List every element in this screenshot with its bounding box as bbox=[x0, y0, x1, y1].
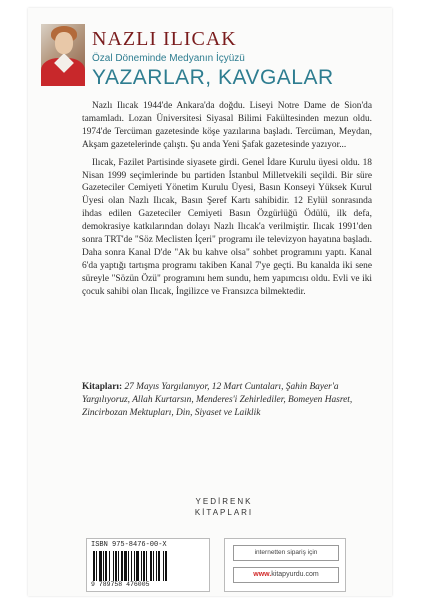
barcode-bar bbox=[141, 551, 142, 581]
barcode-bar bbox=[134, 551, 135, 581]
isbn-barcode bbox=[86, 538, 210, 592]
biography-paragraph: Nazlı Ilıcak 1944'de Ankara'da doğdu. Liseyi Notre Dame de Sion'da tamamladı. Lozan Üniversitesi Siyasal Bilimi Fakültesinden mezun oldu. 1974'de Tercüman gazetesinde köşe yazılarına başladı. Tercüman, Meydan, Akşam gazetelerinde çalıştı. Şu anda Yeni Şafak gazetesinde yazıyor... bbox=[82, 101, 372, 150]
order-text: internetten sipariş için bbox=[233, 545, 339, 561]
author-name: NAZLI ILICAK bbox=[92, 28, 237, 50]
isbn-label: ISBN 975-8476-00-X bbox=[91, 541, 167, 549]
book-back-cover bbox=[28, 8, 392, 596]
barcode-bar bbox=[113, 551, 114, 581]
online-order-box bbox=[224, 538, 346, 592]
book-subtitle: Özal Döneminde Medyanın İçyüzü bbox=[92, 53, 245, 64]
website-prefix: www. bbox=[253, 571, 272, 578]
publisher-line: KİTAPLARI bbox=[194, 508, 254, 517]
books-titles: 27 Mayıs Yargılanıyor, 12 Mart Cuntaları, Şahin Bayer'a Yargılıyoruz, Allah Kurtarsın, Menderes'i Zehirlediler, Bomeyen Hasret, Zincirbozan Mektupları, Din, Siyaset ve Laiklik bbox=[82, 382, 353, 418]
barcode-bar bbox=[124, 551, 127, 581]
barcode-bar bbox=[109, 551, 110, 581]
author-biography bbox=[82, 100, 372, 299]
author-portrait bbox=[41, 24, 85, 86]
barcode-bar bbox=[158, 551, 160, 581]
website-link[interactable] bbox=[233, 567, 339, 583]
barcode-bar bbox=[93, 551, 95, 581]
barcode-digits: 9 789758 476005 bbox=[91, 581, 150, 588]
biography-paragraph: Ilıcak, Fazilet Partisinde siyasete girdi. Genel İdare Kurulu üyesi oldu. 18 Nisan 1999 seçimlerinde bu partiden İstanbul Milletvekili seçildi. Bir süre Gazeteciler Cemiyeti Yönetim Kurulu Üyesi, Basın Konseyi Yüksek Kurul Üyesi olan Nazlı Ilıcak, Basın Şeref Kartı sahibidir. 12 Eylül sonrasında ihdas edilen Gazeteciler Cemiyeti Basın Özgürlüğü Ödülü, ilk defa, demokrasiye katkılarından dolayı Nazlı Ilıcak'a verilmiştir. Ilıcak 1991'den sonra TRT'de "Söz Meclisten İçeri" programı ile televizyon hayatına başladı. Daha sonra Kanal D'de "Ak bu kahve olsa" sohbet programını yaptı. Kanal 6'da yaptığı tartışma programı takiben Kanal 7'ye geçti. Bu kanalda iki sene süreyle "Sözün Özü" programını hem sundu, hem yapımcısı oldu. Evli ve iki çocuk sahibi olan Ilıcak, İngilizce ve Fransızca bilmektedir. bbox=[82, 157, 372, 297]
barcode-icon bbox=[91, 551, 205, 581]
barcode-bar bbox=[96, 551, 97, 581]
barcode-bar bbox=[118, 551, 119, 581]
books-label: Kitapları: bbox=[82, 382, 123, 392]
barcode-bar bbox=[143, 551, 145, 581]
barcode-bar bbox=[121, 551, 123, 581]
barcode-bar bbox=[105, 551, 107, 581]
barcode-bar bbox=[103, 551, 104, 581]
barcode-bar bbox=[99, 551, 102, 581]
barcode-bar bbox=[128, 551, 129, 581]
barcode-bar bbox=[115, 551, 117, 581]
publisher-line: YEDİRENK bbox=[195, 497, 253, 506]
barcode-bar bbox=[165, 551, 167, 581]
barcode-bar bbox=[153, 551, 154, 581]
portrait-face bbox=[55, 32, 73, 54]
barcode-bar bbox=[163, 551, 164, 581]
books-list bbox=[82, 381, 378, 420]
barcode-bar bbox=[131, 551, 132, 581]
barcode-bar bbox=[156, 551, 157, 581]
publisher-logo bbox=[184, 496, 264, 518]
barcode-bar bbox=[146, 551, 147, 581]
barcode-bar bbox=[150, 551, 152, 581]
barcode-bar bbox=[136, 551, 139, 581]
website-domain: kitapyurdu.com bbox=[271, 571, 319, 578]
book-title: YAZARLAR, KAVGALAR bbox=[92, 66, 334, 89]
